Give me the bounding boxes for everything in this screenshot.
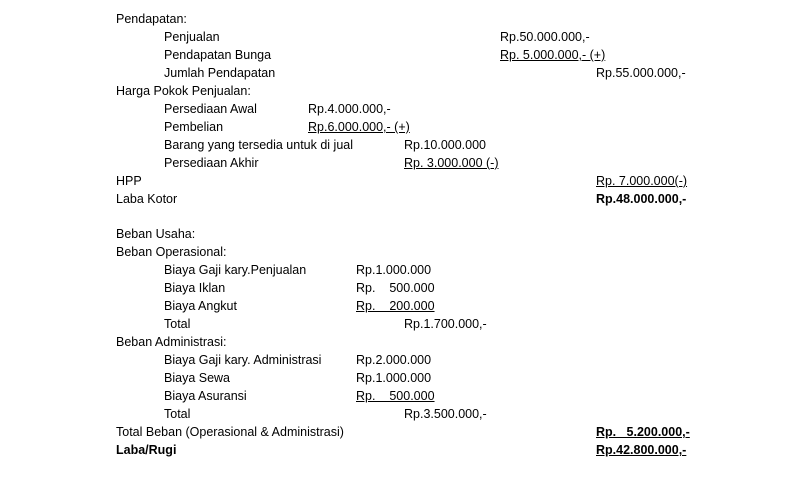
total-beban-label: Total Beban (Operasional & Administrasi) <box>116 425 344 439</box>
beban-operasional-heading-row <box>0 243 800 261</box>
laba-rugi-label: Laba/Rugi <box>116 443 177 457</box>
beban-operasional-heading: Beban Operasional: <box>116 245 227 259</box>
barang-tersedia-label: Barang yang tersedia untuk di jual <box>164 138 354 152</box>
biaya-angkut-label: Biaya Angkut <box>164 299 237 313</box>
persediaan-akhir-row <box>0 154 800 172</box>
laba-rugi-value: Rp.42.800.000,- <box>596 443 687 457</box>
biaya-asuransi-label: Biaya Asuransi <box>164 389 247 403</box>
hpp-value: Rp. 7.000.000(-) <box>596 174 688 188</box>
total-administrasi-row <box>0 405 800 423</box>
biaya-angkut-row <box>0 297 800 315</box>
barang-tersedia-row <box>0 136 800 154</box>
laba-kotor-label: Laba Kotor <box>116 192 178 206</box>
gaji-administrasi-row <box>0 351 800 369</box>
beban-usaha-heading-row <box>0 225 800 243</box>
persediaan-awal-label: Persediaan Awal <box>164 102 257 116</box>
pendapatan-bunga-value: Rp. 5.000.000,- (+) <box>500 48 606 62</box>
gaji-administrasi-label: Biaya Gaji kary. Administrasi <box>164 353 322 367</box>
total-operasional-label: Total <box>164 317 191 331</box>
total-beban-value: Rp. 5.200.000,- <box>596 425 690 439</box>
persediaan-awal-row <box>0 100 800 118</box>
hpp-label: HPP <box>116 174 142 188</box>
penjualan-row <box>0 28 800 46</box>
laba-rugi-row <box>0 441 800 459</box>
gaji-penjualan-row <box>0 261 800 279</box>
pendapatan-heading-row <box>0 10 800 28</box>
persediaan-akhir-value: Rp. 3.000.000 (-) <box>404 156 499 170</box>
laba-kotor-row <box>0 190 800 208</box>
hpp-heading-row <box>0 82 800 100</box>
biaya-asuransi-value: Rp. 500.000 <box>356 389 435 403</box>
biaya-sewa-value: Rp.1.000.000 <box>356 371 432 385</box>
pendapatan-bunga-label: Pendapatan Bunga <box>164 48 272 62</box>
beban-administrasi-heading: Beban Administrasi: <box>116 335 227 349</box>
biaya-angkut-value: Rp. 200.000 <box>356 299 435 313</box>
jumlah-pendapatan-label: Jumlah Pendapatan <box>164 66 276 80</box>
total-administrasi-value: Rp.3.500.000,- <box>404 407 487 421</box>
barang-tersedia-value: Rp.10.000.000 <box>404 138 487 152</box>
total-beban-row <box>0 423 800 441</box>
total-operasional-row <box>0 315 800 333</box>
total-administrasi-label: Total <box>164 407 191 421</box>
gaji-penjualan-value: Rp.1.000.000 <box>356 263 432 277</box>
jumlah-pendapatan-row <box>0 64 800 82</box>
biaya-iklan-value: Rp. 500.000 <box>356 281 435 295</box>
beban-administrasi-heading-row <box>0 333 800 351</box>
jumlah-pendapatan-value: Rp.55.000.000,- <box>596 66 686 80</box>
pembelian-row <box>0 118 800 136</box>
persediaan-akhir-label: Persediaan Akhir <box>164 156 259 170</box>
biaya-iklan-row <box>0 279 800 297</box>
total-operasional-value: Rp.1.700.000,- <box>404 317 487 331</box>
hpp-heading: Harga Pokok Penjualan: <box>116 84 251 98</box>
beban-usaha-heading: Beban Usaha: <box>116 227 196 241</box>
biaya-sewa-label: Biaya Sewa <box>164 371 231 385</box>
pendapatan-heading: Pendapatan: <box>116 12 187 26</box>
penjualan-value: Rp.50.000.000,- <box>500 30 590 44</box>
laba-kotor-value: Rp.48.000.000,- <box>596 192 687 206</box>
gaji-administrasi-value: Rp.2.000.000 <box>356 353 432 367</box>
pendapatan-bunga-row <box>0 46 800 64</box>
penjualan-label: Penjualan <box>164 30 220 44</box>
pembelian-label: Pembelian <box>164 120 224 134</box>
biaya-iklan-label: Biaya Iklan <box>164 281 226 295</box>
pembelian-value: Rp.6.000.000,- (+) <box>308 120 410 134</box>
persediaan-awal-value: Rp.4.000.000,- <box>308 102 391 116</box>
gaji-penjualan-label: Biaya Gaji kary.Penjualan <box>164 263 307 277</box>
hpp-row <box>0 172 800 190</box>
biaya-sewa-row <box>0 369 800 387</box>
biaya-asuransi-row <box>0 387 800 405</box>
